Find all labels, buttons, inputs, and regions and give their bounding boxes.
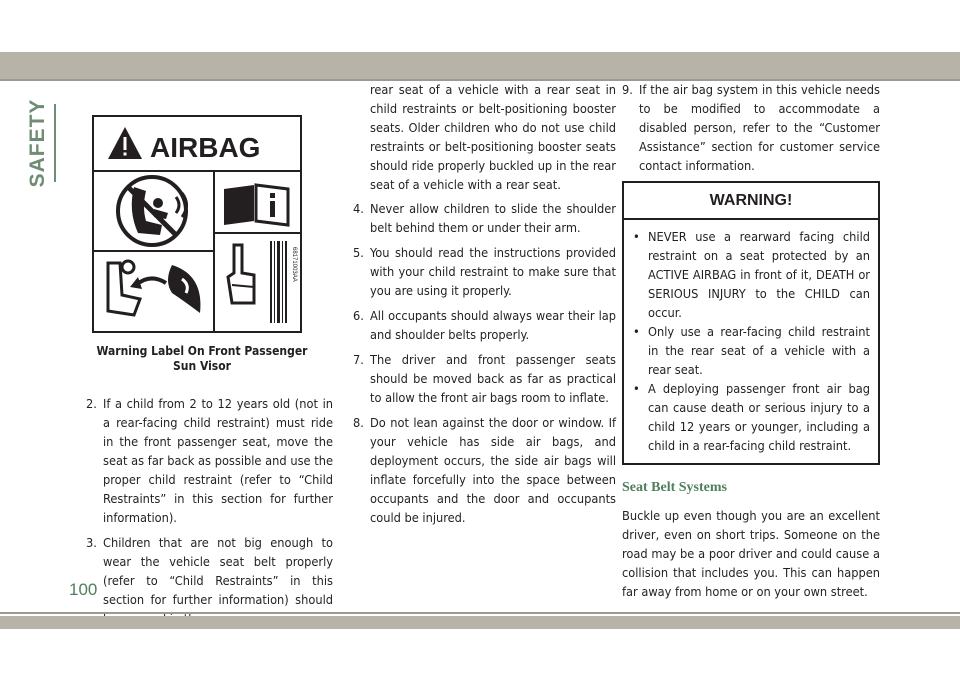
bullet-text: Only use a rear-facing child restraint in the rear seat of a vehicle with a rear seat. bbox=[648, 324, 870, 377]
bullet-dot: • bbox=[633, 324, 640, 339]
list-number: 9. bbox=[622, 82, 633, 97]
section-tab-rule bbox=[54, 104, 56, 182]
warning-title: WARNING! bbox=[624, 183, 878, 220]
airbag-warning-label-figure bbox=[92, 115, 302, 333]
list-number: 7. bbox=[353, 352, 364, 367]
no-rear-facing-child-seat-icon bbox=[118, 177, 187, 245]
warning-triangle-icon bbox=[108, 127, 142, 159]
warning-box bbox=[622, 181, 880, 465]
list-text: Do not lean against the door or window. If your vehicle has side air bags, and deployment occurs, the side air bags will inflate forcefully into the space between occupants and the door and occupants could be injured. bbox=[370, 415, 616, 525]
header-band bbox=[0, 52, 960, 79]
section-label: SAFETY bbox=[26, 98, 49, 188]
seat-belt-paragraph: Buckle up even though you are an excellent driver, even on short trips. Someone on the road may be a poor driver and could cause a collision that includes you. This can happen far away from home or on your own street. bbox=[622, 508, 880, 599]
caution-finger-icon bbox=[228, 245, 254, 303]
footer-rule bbox=[0, 612, 960, 614]
list-item bbox=[86, 394, 333, 527]
warning-bullet bbox=[624, 227, 878, 322]
list-text: The driver and front passenger seats should be moved back as far as practical to allow the front air bags room to inflate. bbox=[370, 352, 616, 405]
list-text: If a child from 2 to 12 years old (not in a rear-facing child restraint) must ride in the front passenger seat, move the seat as far back as possible and use the proper child restraint (refer to “Child Restraints” in this section for further information). bbox=[103, 396, 333, 525]
list-text: You should read the instructions provided with your child restraint to make sure that you are using it properly. bbox=[370, 245, 616, 298]
list-item bbox=[353, 350, 616, 407]
list-item bbox=[622, 80, 880, 175]
bullet-dot: • bbox=[633, 381, 640, 396]
list-text: rear seat of a vehicle with a rear seat in child restraints or belt-positioning booster seats. Older children who do not use child restraints or belt-positioning booster seats should ride properly buckled up in the rear seat of a vehicle with a rear seat. bbox=[370, 82, 616, 192]
owner-manual-icon bbox=[224, 185, 288, 225]
airbag-label-text: AIRBAG bbox=[150, 132, 261, 163]
airbag-label-illustration bbox=[94, 117, 300, 331]
list-item bbox=[353, 199, 616, 237]
warning-bullet bbox=[624, 379, 878, 455]
list-text: If the air bag system in this vehicle needs to be modified to accommodate a disabled person, refer to the “Customer Assistance” section for customer service contact information. bbox=[639, 82, 880, 173]
column-2 bbox=[353, 80, 616, 533]
list-number: 2. bbox=[86, 396, 97, 411]
list-item-continuation bbox=[353, 80, 616, 194]
bullet-text: A deploying passenger front air bag can cause death or serious injury to a child 12 years or younger, including a child in a rear-facing child restraint. bbox=[648, 381, 870, 453]
list-text: Never allow children to slide the shoulder belt behind them or under their arm. bbox=[370, 201, 616, 235]
barcode-icon bbox=[270, 241, 287, 323]
bullet-dot: • bbox=[633, 229, 640, 244]
list-item bbox=[353, 306, 616, 344]
footer-band bbox=[0, 616, 960, 629]
figure-caption: Warning Label On Front Passenger Sun Visor bbox=[96, 344, 308, 373]
column-3 bbox=[622, 80, 880, 607]
section-tab bbox=[26, 98, 50, 188]
warning-bullet bbox=[624, 322, 878, 379]
airbag-deploy-icon bbox=[108, 261, 200, 315]
list-number: 5. bbox=[353, 245, 364, 260]
list-text: All occupants should always wear their lap and shoulder belts properly. bbox=[370, 308, 616, 342]
barcode-number: 68171003AA bbox=[291, 247, 297, 282]
bullet-text: NEVER use a rearward facing child restraint on a seat protected by an ACTIVE AIRBAG in front of it, DEATH or SERIOUS INJURY to the CHILD can occur. bbox=[648, 229, 870, 320]
list-number: 4. bbox=[353, 201, 364, 216]
list-item bbox=[353, 413, 616, 527]
list-number: 6. bbox=[353, 308, 364, 323]
section-heading-seat-belt: Seat Belt Systems bbox=[622, 480, 727, 495]
list-number: 8. bbox=[353, 415, 364, 430]
column-1 bbox=[86, 394, 333, 634]
page-number: 100 bbox=[69, 580, 98, 599]
list-text: Children that are not big enough to wear the vehicle seat belt properly (refer to “Child Restraints” in this section for further information) should bbox=[103, 535, 333, 607]
list-number: 3. bbox=[86, 535, 97, 550]
list-item bbox=[353, 243, 616, 300]
